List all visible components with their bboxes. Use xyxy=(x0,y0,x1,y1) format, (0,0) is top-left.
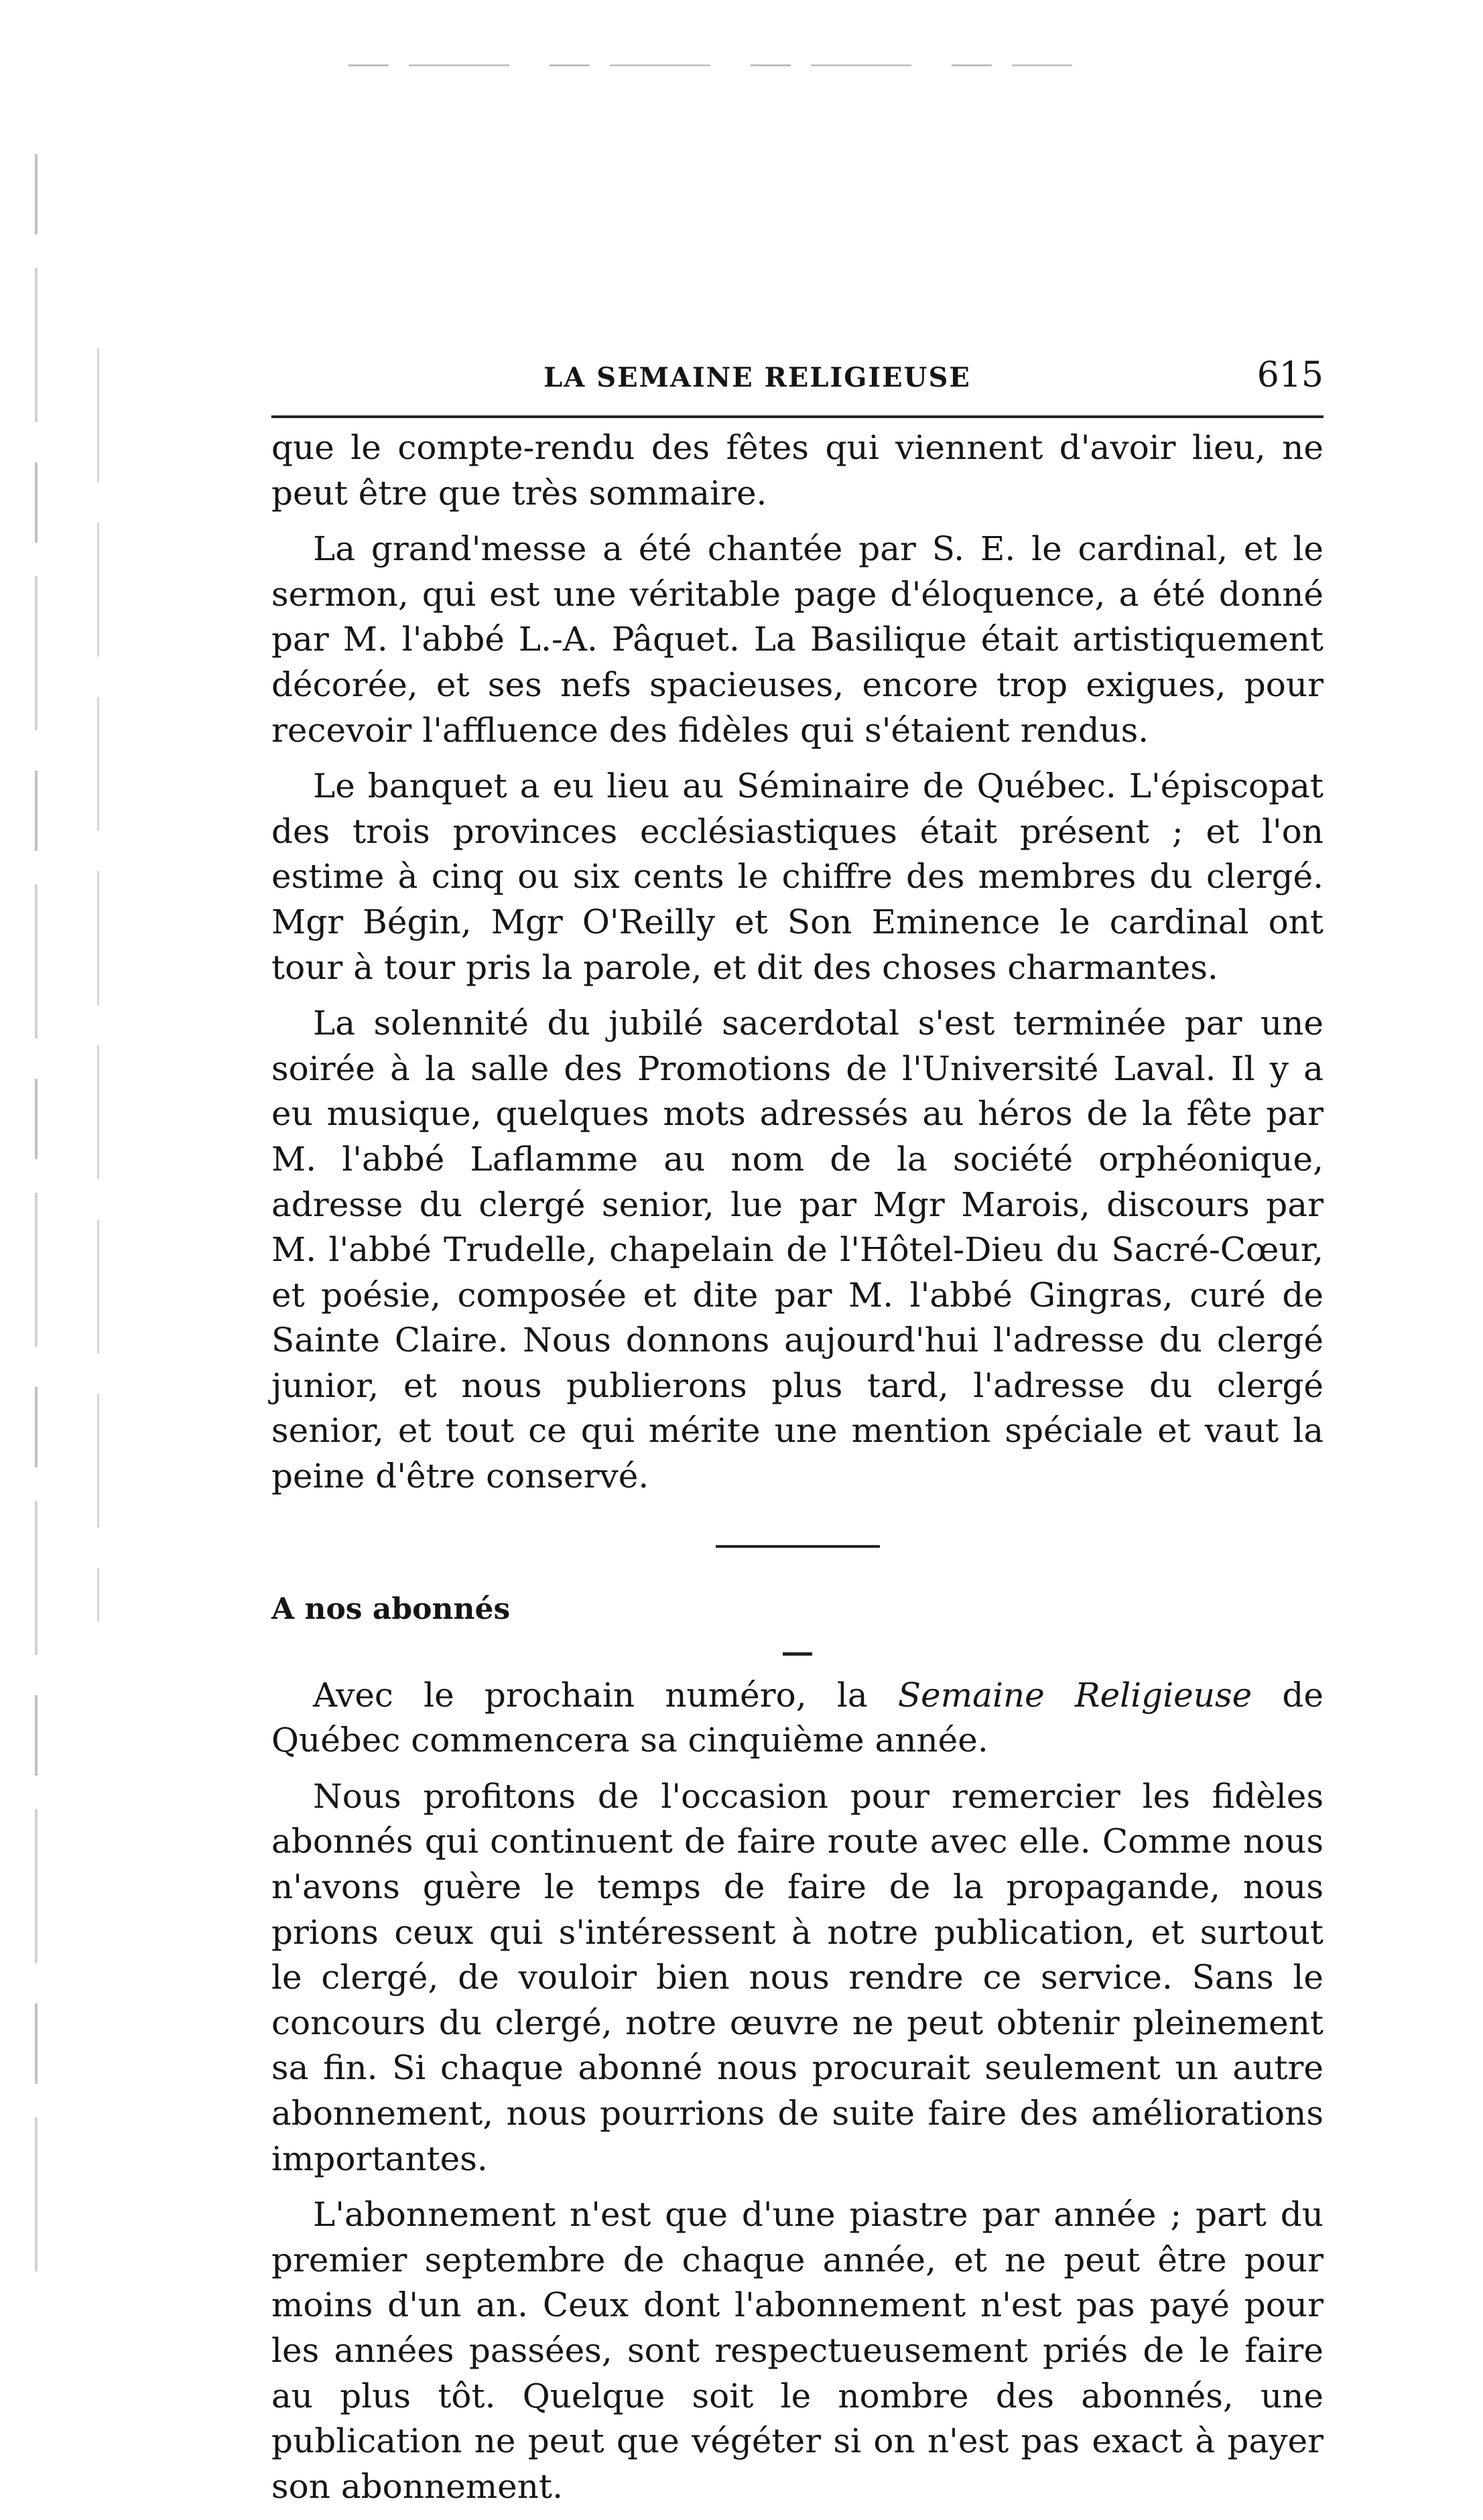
publication-title: Semaine Religieuse xyxy=(897,1675,1252,1715)
paragraph-6: Nous profitons de l'occasion pour remercier les fidèles abonnés qui continuent de faire route avec elle. Comme nous n'avons guère le temps de faire de la propagande, nous prions ceux qui s'intéressent à notre publication, et surtout le clergé, de vouloir bien nous rendre ce service. Sans le concours du clergé, notre œuvre ne peut obtenir pleinement sa fin. Si chaque abonné nous procurait seulement un autre abonnement, nous pourrions de suite faire des améliorations importantes. xyxy=(271,1776,1324,2178)
paragraph-7: L'abonnement n'est que d'une piastre par année ; part du premier septembre de chaque année, et ne peut être pour moins d'un an. Ceux dont l'abonnement n'est pas payé pour les années passées, sont respectueusement priés de le faire au plus tôt. Quelque soit le nombre des abonnés, une publication ne peut que végéter si on n'est pas exact à payer son abonnement. xyxy=(271,2195,1324,2506)
header-rule xyxy=(271,415,1324,418)
section-divider xyxy=(716,1545,880,1548)
scan-artifact-top xyxy=(348,64,1072,66)
paragraph-5-end: de Québec commencera sa cinquième année. xyxy=(271,1675,1324,1760)
scan-artifact-left-mark xyxy=(97,348,99,1621)
article-body xyxy=(271,425,1324,2520)
paragraph-3: Le banquet a eu lieu au Séminaire de Québec. L'épiscopat des trois provinces ecclésiastiques était présent ; et l'on estime à cinq ou six cents le chiffre des membres du clergé. Mgr Bégin, Mgr O'Reilly et Son Eminence le cardinal ont tour à tour pris la parole, et dit des choses charmantes. xyxy=(271,767,1324,987)
scan-artifact-left-edge xyxy=(35,154,38,2298)
page-number: 615 xyxy=(1256,355,1324,395)
running-head: LA SEMAINE RELIGIEUSE xyxy=(543,362,971,393)
page-header xyxy=(271,355,1324,409)
paragraph-5-start: Avec le prochain numéro, la xyxy=(313,1675,898,1715)
section-title: A nos abonnés xyxy=(271,1591,511,1626)
paragraph-5 xyxy=(271,1673,1324,1764)
paragraph-1: que le compte-rendu des fêtes qui viennent d'avoir lieu, ne peut être que très sommaire. xyxy=(271,428,1324,513)
paragraph-2: La grand'messe a été chantée par S. E. le cardinal, et le sermon, qui est une véritable page d'éloquence, a été donné par M. l'abbé L.-A. Pâquet. La Basilique était artistiquement décorée, et ses nefs spacieuses, encore trop exigues, pour recevoir l'affluence des fidèles qui s'étaient rendus. xyxy=(271,529,1324,750)
title-dash xyxy=(783,1652,812,1656)
paragraph-4: La solennité du jubilé sacerdotal s'est terminée par une soirée à la salle des Promotions de l'Université Laval. Il y a eu musique, quelques mots adressés au héros de la fête par M. l'abbé Laflamme au nom de la société orphéonique, adresse du clergé senior, lue par Mgr Marois, discours par M. l'abbé Trudelle, chapelain de l'Hôtel-Dieu du Sacré-Cœur, et poésie, composée et dite par M. l'abbé Gingras, curé de Sainte Claire. Nous donnons aujourd'hui l'adresse du clergé junior, et nous publierons plus tard, l'adresse du clergé senior, et tout ce qui mérite une mention spéciale et vaut la peine d'être conservé. xyxy=(271,1004,1324,1496)
